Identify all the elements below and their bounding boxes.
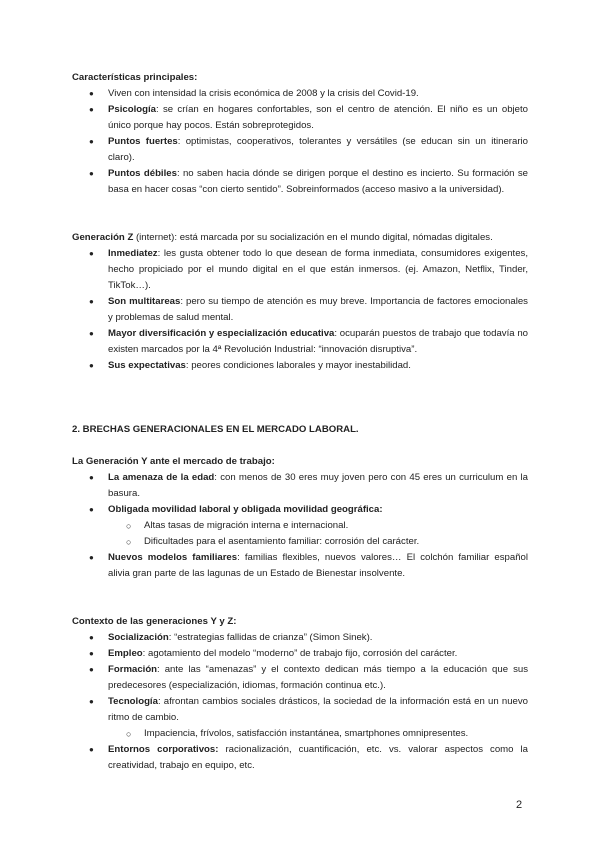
list-item xyxy=(108,694,528,742)
sub-list xyxy=(108,518,528,550)
item-text: : optimistas, cooperativos, tolerantes y versátiles (se educan sin un itinerario claro). xyxy=(108,136,529,163)
sub-list xyxy=(108,726,528,742)
item-label: Inmediatez xyxy=(108,248,158,259)
item-text: : ante las “amenazas” y el contexto dedican más tiempo a la educación que sus predecesores (especialización, idiomas, formación continua etc.). xyxy=(108,664,528,691)
list-item xyxy=(108,550,528,582)
item-text: : les gusta obtener todo lo que desean de forma inmediata, consumidores exigentes, hecho propiciado por el mundo digital en el que están inmersos. (ej. Amazon, Netflix, Tinder, TikTok…). xyxy=(108,248,528,291)
generacion-z-heading xyxy=(72,230,528,246)
generacion-y-heading: La Generación Y ante el mercado de trabajo: xyxy=(72,456,275,467)
sub-list-item: ○ Dificultades para el asentamiento familiar: corrosión del carácter. xyxy=(144,534,528,550)
generacion-z-label: Generación Z xyxy=(72,232,134,243)
item-label: Obligada movilidad laboral y obligada movilidad geográfica: xyxy=(108,504,383,515)
item-label: Puntos débiles xyxy=(108,168,177,179)
item-label: Empleo xyxy=(108,648,143,659)
item-text: Viven con intensidad la crisis económica de 2008 y la crisis del Covid-19. xyxy=(108,88,419,99)
contexto-heading: Contexto de las generaciones Y y Z: xyxy=(72,616,237,627)
item-label: Sus expectativas xyxy=(108,360,186,371)
item-text: : agotamiento del modelo “moderno” de trabajo fijo, corrosión del carácter. xyxy=(142,648,458,659)
item-text: : peores condiciones laborales y mayor inestabilidad. xyxy=(185,360,411,371)
item-label: Son multitareas xyxy=(108,296,181,307)
list-item xyxy=(108,630,528,646)
item-text: : familias flexibles, nuevos valores… El colchón familiar español alivia gran parte de las lagunas de un Estado de Bienestar insolvente. xyxy=(108,552,528,579)
page-number: 2 xyxy=(516,799,523,811)
item-label: Mayor diversificación y especialización educativa xyxy=(108,328,335,339)
list-item xyxy=(108,246,528,294)
section-title: 2. BRECHAS GENERACIONALES EN EL MERCADO LABORAL. xyxy=(72,424,359,435)
list-item xyxy=(108,326,528,358)
item-label: Socialización xyxy=(108,632,169,643)
item-text: : con menos de 30 eres muy joven pero con 45 eres un curriculum en la basura. xyxy=(108,472,528,499)
item-text: : pero su tiempo de atención es muy breve. Importancia de factores emocionales y problemas de salud mental. xyxy=(108,296,528,323)
list-item xyxy=(108,470,528,502)
list-item xyxy=(108,646,528,662)
item-text: : ocuparán puestos de trabajo que todavía no existen marcados por la 4ª Revolución Industrial: “innovación disruptiva”. xyxy=(108,328,528,355)
item-label: Tecnología xyxy=(108,696,158,707)
list-item xyxy=(108,662,528,694)
item-label: La amenaza de la edad xyxy=(108,472,215,483)
item-label: Nuevos modelos familiares xyxy=(108,552,238,563)
list-item xyxy=(108,294,528,326)
caracteristicas-heading: Características principales: xyxy=(72,72,198,83)
item-label: Psicología xyxy=(108,104,156,115)
generacion-y-list xyxy=(72,470,528,582)
list-item xyxy=(108,742,528,774)
list-item xyxy=(108,166,528,198)
caracteristicas-list xyxy=(72,86,528,198)
generacion-z-text: (internet): está marcada por su socialización en el mundo digital, nómadas digitales. xyxy=(133,232,493,243)
generacion-z-list xyxy=(72,246,528,374)
contexto-list xyxy=(72,630,528,774)
item-text: : afrontan cambios sociales drásticos, la sociedad de la información está en un nuevo ritmo de cambio. xyxy=(108,696,528,723)
item-label: Formación xyxy=(108,664,158,675)
item-text: : “estrategias fallidas de crianza” (Simon Sinek). xyxy=(168,632,373,643)
item-text: racionalización, cuantificación, etc. vs. valorar aspectos como la creatividad, trabajo en equipo, etc. xyxy=(108,744,529,771)
list-item xyxy=(108,358,528,374)
item-text: : no saben hacia dónde se dirigen porque el destino es incierto. Su formación se basa en hacer cosas “con cierto sentido”. Sobreinformados (acceso masivo a la universidad). xyxy=(108,168,529,195)
sub-list-item: ○ Impaciencia, frívolos, satisfacción instantánea, smartphones omnipresentes. xyxy=(144,726,528,742)
list-item xyxy=(108,134,528,166)
list-item xyxy=(108,102,528,134)
document-page xyxy=(72,70,528,774)
list-item xyxy=(108,502,528,550)
item-label: Puntos fuertes xyxy=(108,136,178,147)
item-label: Entornos corporativos: xyxy=(108,744,219,755)
item-text: : se crían en hogares confortables, son el centro de atención. El niño es un objeto único porque hay pocos. Están sobreprotegidos. xyxy=(108,104,528,131)
sub-list-item: ○ Altas tasas de migración interna e internacional. xyxy=(144,518,528,534)
list-item xyxy=(108,86,528,102)
